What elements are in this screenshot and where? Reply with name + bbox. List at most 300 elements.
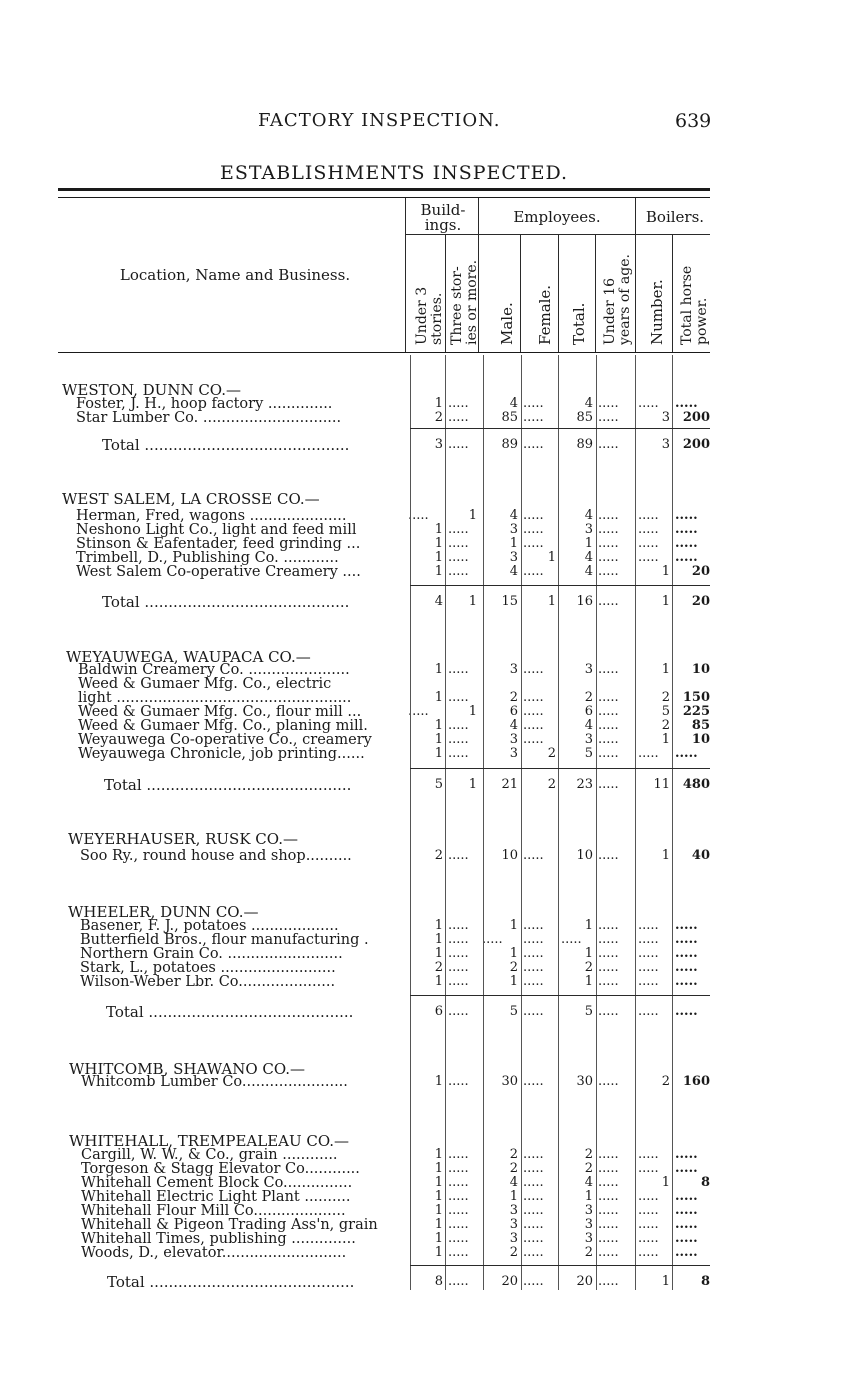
three-or-more-cell: ..... [448,947,469,961]
total-cell: 6 [584,705,593,719]
top-double-rule [58,188,710,191]
female-cell: ..... [523,663,544,677]
total-cell: 3 [584,1232,593,1246]
female-cell: 1 [547,595,556,609]
boilers-number-cell: ..... [638,1148,659,1162]
establishment-name: Whitehall Times, publishing .............. [81,1232,356,1246]
under3-cell: 1 [434,1246,443,1260]
town-heading: WESTON, DUNN CO.— [62,383,241,397]
horse-power-cell: ..... [675,397,698,411]
total-cell: 3 [584,1204,593,1218]
under3-cell: 5 [434,778,443,792]
boilers-number-cell: ..... [638,397,659,411]
horse-power-cell: 150 [682,691,710,705]
under3-cell: 1 [434,1204,443,1218]
column-rule [635,355,636,1290]
under16-cell: ..... [598,1005,619,1019]
header-divider [595,234,596,352]
under16-cell: ..... [598,1246,619,1260]
horse-power-cell: 85 [691,719,710,733]
establishment-name: Weed & Gumaer Mfg. Co., electric [78,677,332,691]
town-heading: WHEELER, DUNN CO.— [68,905,259,919]
three-or-more-cell: ..... [448,747,469,761]
total-cell: 4 [584,397,593,411]
establishment-name: Neshono Light Co., light and feed mill [76,523,357,537]
three-or-more-cell: ..... [448,719,469,733]
total-cell: 89 [576,438,593,452]
under3-cell: 1 [434,947,443,961]
under3-cell: 1 [434,1162,443,1176]
horse-power-cell: ..... [675,975,698,989]
establishment-name: Stark, L., potatoes ......................... [80,961,336,975]
boilers-number-cell: ..... [638,961,659,975]
total-cell: 2 [584,1246,593,1260]
total-header: Total. [570,302,588,345]
under3-cell: 1 [434,919,443,933]
horse-power-cell: 480 [682,778,710,792]
female-cell: 2 [547,778,556,792]
establishment-name: Weyauwega Co-operative Co., creamery [78,733,372,747]
header-divider [558,234,559,352]
under3-cell: 1 [434,1190,443,1204]
three-or-more-cell: ..... [448,849,469,863]
column-rule [521,355,522,1290]
male-cell: 85 [501,411,518,425]
buildings-group-header: Build- ings. [420,201,466,234]
under3-cell: 1 [434,537,443,551]
male-cell: 1 [509,947,518,961]
three-or-more-cell: 1 [468,705,477,719]
boilers-number-cell: 3 [661,411,670,425]
total-cell: 2 [584,1162,593,1176]
boilers-number-cell: ..... [638,975,659,989]
total-cell: 2 [584,961,593,975]
three-or-more-cell: ..... [448,1148,469,1162]
under3-cell: 1 [434,975,443,989]
total-cell: ..... [561,933,582,947]
establishment-name: Whitehall Cement Block Co............... [81,1176,353,1190]
establishment-name: Weed & Gumaer Mfg. Co., flour mill ... [78,705,362,719]
under16-header: Under 16 years of age. [602,254,633,345]
three-or-more-cell: ..... [448,1190,469,1204]
female-cell: ..... [523,411,544,425]
boilers-number-cell: 1 [661,565,670,579]
total-cell: 1 [584,537,593,551]
town-heading: WEYAUWEGA, WAUPACA CO.— [66,650,311,664]
header-bottom-rule [58,352,710,353]
under16-cell: ..... [598,397,619,411]
establishment-name: Whitehall Electric Light Plant .......... [81,1190,351,1204]
under16-cell: ..... [598,438,619,452]
female-cell: ..... [523,733,544,747]
male-cell: 30 [501,1075,518,1089]
under3-cell: 1 [434,663,443,677]
establishment-name: Star Lumber Co. .............................. [76,411,342,425]
horse-power-cell: 20 [691,565,710,579]
boilers-number-cell: ..... [638,523,659,537]
female-cell: ..... [523,719,544,733]
under16-cell: ..... [598,733,619,747]
three-or-more-cell: ..... [448,523,469,537]
male-cell: 89 [501,438,518,452]
boilers-number-cell: 1 [661,849,670,863]
total-cell: 4 [584,509,593,523]
three-or-more-cell: ..... [448,565,469,579]
column-rule [410,355,411,1290]
under16-cell: ..... [598,747,619,761]
total-row-label: Total ........................................... [102,438,350,452]
boilers-number-cell: ..... [638,1232,659,1246]
total-cell: 3 [584,663,593,677]
horse-power-header: Total horse power. [679,265,710,345]
three-or-more-cell: ..... [448,551,469,565]
establishment-name: Soo Ry., round house and shop.......... [80,849,352,863]
female-cell: ..... [523,397,544,411]
under3-cell: 1 [434,719,443,733]
under16-cell: ..... [598,1162,619,1176]
horse-power-cell: ..... [675,537,698,551]
horse-power-cell: ..... [675,509,698,523]
male-cell: 20 [501,1275,518,1289]
under16-cell: ..... [598,1204,619,1218]
under3-cell: 1 [434,1218,443,1232]
town-heading: WHITEHALL, TREMPEALEAU CO.— [69,1134,350,1148]
male-cell: 1 [509,975,518,989]
female-cell: ..... [523,1075,544,1089]
under16-cell: ..... [598,975,619,989]
female-cell: ..... [523,961,544,975]
male-cell: 21 [501,778,518,792]
under16-cell: ..... [598,933,619,947]
boilers-number-cell: ..... [638,919,659,933]
establishment-name: Woods, D., elevator........................... [81,1246,347,1260]
boilers-number-cell: 5 [661,705,670,719]
female-cell: ..... [523,933,544,947]
under16-cell: ..... [598,691,619,705]
under3-cell: 1 [434,551,443,565]
boilers-number-cell: 2 [661,1075,670,1089]
female-cell: ..... [523,509,544,523]
total-rule [410,768,710,769]
three-or-more-cell: 1 [468,778,477,792]
male-cell: 3 [509,1218,518,1232]
total-cell: 5 [584,1005,593,1019]
column-rule [596,355,597,1290]
total-rule [410,995,710,996]
three-or-more-cell: ..... [448,975,469,989]
total-cell: 4 [584,1176,593,1190]
total-cell: 30 [576,1075,593,1089]
under16-cell: ..... [598,849,619,863]
under3-cell: 8 [434,1275,443,1289]
male-cell: 3 [509,523,518,537]
male-cell: 1 [509,537,518,551]
total-cell: 23 [576,778,593,792]
boilers-number-cell: 1 [661,1275,670,1289]
under3-cell: 4 [434,595,443,609]
male-cell: 1 [509,919,518,933]
column-rule [445,355,446,1290]
under3-cell: 1 [434,691,443,705]
number-header: Number. [648,279,666,345]
establishment-name: Whitcomb Lumber Co....................... [81,1075,348,1089]
running-header [0,110,867,134]
establishment-name: Weed & Gumaer Mfg. Co., planing mill. [78,719,368,733]
total-cell: 2 [584,691,593,705]
under16-cell: ..... [598,1232,619,1246]
three-or-more-cell: ..... [448,1176,469,1190]
under3-cell: 2 [434,961,443,975]
total-rule [410,1265,710,1266]
total-rule [410,585,710,586]
under3-cell: 1 [434,747,443,761]
three-or-more-cell: ..... [448,397,469,411]
male-cell: 5 [509,1005,518,1019]
horse-power-cell: 160 [682,1075,710,1089]
horse-power-cell: 10 [691,663,710,677]
female-cell: ..... [523,565,544,579]
total-cell: 4 [584,551,593,565]
horse-power-cell: ..... [675,747,698,761]
establishment-name: Weyauwega Chronicle, job printing...... [78,747,365,761]
male-cell: 10 [501,849,518,863]
female-cell: ..... [523,975,544,989]
female-cell: ..... [523,1176,544,1190]
female-cell: ..... [523,1218,544,1232]
female-cell: ..... [523,1162,544,1176]
female-cell: ..... [523,919,544,933]
establishment-name: Foster, J. H., hoop factory .............. [76,397,333,411]
running-title: FACTORY INSPECTION. [258,110,501,131]
total-cell: 1 [584,947,593,961]
establishment-name: Torgeson & Stagg Elevator Co............ [81,1162,360,1176]
horse-power-cell: ..... [675,1232,698,1246]
boilers-number-cell: 11 [653,778,670,792]
horse-power-cell: ..... [675,1204,698,1218]
three-or-more-cell: ..... [448,691,469,705]
horse-power-cell: 10 [691,733,710,747]
under3-cell: 1 [434,1176,443,1190]
establishment-name: light ................................................... [78,691,352,705]
under3-cell: 1 [434,397,443,411]
three-or-more-cell: ..... [448,438,469,452]
female-cell: ..... [523,1204,544,1218]
under3-cell: 1 [434,1148,443,1162]
three-or-more-cell: ..... [448,733,469,747]
header-divider [635,198,636,352]
boilers-number-cell: ..... [638,933,659,947]
establishment-name: Whitehall Flour Mill Co.................... [81,1204,346,1218]
column-rule [483,355,484,1290]
boilers-number-cell: ..... [638,1190,659,1204]
column-rule [672,355,673,1290]
total-cell: 10 [576,849,593,863]
male-cell: 4 [509,397,518,411]
female-cell: 1 [547,551,556,565]
male-cell: 4 [509,565,518,579]
under16-cell: ..... [598,1148,619,1162]
establishment-name: Herman, Fred, wagons ..................... [76,509,347,523]
three-or-more-cell: ..... [448,1075,469,1089]
under16-cell: ..... [598,551,619,565]
total-cell: 85 [576,411,593,425]
under3-cell: 3 [434,438,443,452]
horse-power-cell: 200 [682,411,710,425]
female-cell: ..... [523,1190,544,1204]
total-cell: 1 [584,975,593,989]
under16-cell: ..... [598,1075,619,1089]
female-cell: ..... [523,1275,544,1289]
boilers-number-cell: ..... [638,947,659,961]
total-cell: 4 [584,719,593,733]
establishment-name: West Salem Co-operative Creamery .... [76,565,361,579]
header-divider [672,234,673,352]
horse-power-cell: 20 [691,595,710,609]
horse-power-cell: ..... [675,523,698,537]
boilers-number-cell: ..... [638,1162,659,1176]
total-cell: 16 [576,595,593,609]
establishment-name: Stinson & Eafentader, feed grinding ... [76,537,361,551]
female-header: Female. [536,284,554,345]
under16-cell: ..... [598,919,619,933]
male-cell: 3 [509,551,518,565]
horse-power-cell: ..... [675,1148,698,1162]
three-or-more-cell: ..... [448,1005,469,1019]
under16-cell: ..... [598,663,619,677]
female-cell: ..... [523,705,544,719]
under16-cell: ..... [598,947,619,961]
under3-cell: 1 [434,1232,443,1246]
horse-power-cell: ..... [675,1162,698,1176]
boilers-number-cell: 3 [661,438,670,452]
boilers-number-cell: ..... [638,1204,659,1218]
employees-group-header: Employees. [513,208,601,226]
male-cell: 2 [509,1162,518,1176]
female-cell: ..... [523,1246,544,1260]
female-cell: ..... [523,438,544,452]
total-cell: 3 [584,1218,593,1232]
male-cell: 3 [509,1232,518,1246]
male-cell: 2 [509,1148,518,1162]
header-divider [445,234,446,352]
female-cell: ..... [523,691,544,705]
female-cell: ..... [523,1232,544,1246]
total-cell: 3 [584,733,593,747]
header-divider [478,198,479,352]
town-heading: WEYERHAUSER, RUSK CO.— [68,832,298,846]
horse-power-cell: ..... [675,1005,698,1019]
male-cell: 3 [509,747,518,761]
male-cell: 1 [509,1190,518,1204]
male-cell: 4 [509,1176,518,1190]
three-or-more-cell: ..... [448,919,469,933]
under3-cell: 1 [434,733,443,747]
under16-cell: ..... [598,537,619,551]
female-cell: ..... [523,849,544,863]
under3-cell: 6 [434,1005,443,1019]
total-cell: 1 [584,1190,593,1204]
horse-power-cell: ..... [675,961,698,975]
boilers-number-cell: 1 [661,595,670,609]
total-cell: 20 [576,1275,593,1289]
three-or-more-header: Three stor- ies or more. [449,259,480,345]
under16-cell: ..... [598,1176,619,1190]
establishment-name: Basener, F. J., potatoes ................... [80,919,339,933]
page-number: 639 [675,110,712,132]
female-cell: ..... [523,537,544,551]
male-cell: 2 [509,691,518,705]
column-rule [558,355,559,1290]
boilers-number-cell: 1 [661,1176,670,1190]
location-column-header: Location, Name and Business. [119,266,351,284]
total-cell: 4 [584,565,593,579]
horse-power-cell: 8 [700,1275,710,1289]
total-row-label: Total ........................................... [104,778,352,792]
three-or-more-cell: ..... [448,1275,469,1289]
under16-cell: ..... [598,1275,619,1289]
horse-power-cell: ..... [675,1190,698,1204]
female-cell: ..... [523,1148,544,1162]
male-cell: 3 [509,663,518,677]
male-cell: 4 [509,719,518,733]
establishment-name: Baldwin Creamery Co. ...................... [78,663,350,677]
top-thin-rule [58,197,710,198]
under3-cell: 2 [434,849,443,863]
under16-cell: ..... [598,705,619,719]
under3-cell: 2 [434,411,443,425]
under16-cell: ..... [598,961,619,975]
female-cell: ..... [523,1005,544,1019]
horse-power-cell: ..... [675,1218,698,1232]
total-cell: 1 [584,919,593,933]
three-or-more-cell: ..... [448,537,469,551]
male-cell: 15 [501,595,518,609]
horse-power-cell: ..... [675,919,698,933]
boilers-number-cell: ..... [638,509,659,523]
three-or-more-cell: ..... [448,1232,469,1246]
town-heading: WEST SALEM, LA CROSSE CO.— [62,492,320,506]
total-row-label: Total ........................................... [102,595,350,609]
boilers-number-cell: 2 [661,691,670,705]
male-cell: 2 [509,961,518,975]
male-cell: 4 [509,509,518,523]
horse-power-cell: 225 [682,705,710,719]
male-cell: 3 [509,733,518,747]
total-cell: 2 [584,1148,593,1162]
three-or-more-cell: ..... [448,1162,469,1176]
establishment-name: Butterfield Bros., flour manufacturing . [80,933,369,947]
town-heading: WHITCOMB, SHAWANO CO.— [69,1062,306,1076]
three-or-more-cell: ..... [448,1246,469,1260]
total-row-label: Total ........................................... [106,1005,354,1019]
three-or-more-cell: ..... [448,961,469,975]
male-cell: 6 [509,705,518,719]
male-cell: 2 [509,1246,518,1260]
under16-cell: ..... [598,778,619,792]
establishment-name: Wilson-Weber Lbr. Co..................... [80,975,336,989]
total-cell: 5 [584,747,593,761]
female-cell: ..... [523,523,544,537]
boilers-number-cell: ..... [638,1246,659,1260]
header-divider [520,234,521,352]
horse-power-cell: 8 [700,1176,710,1190]
under16-cell: ..... [598,1218,619,1232]
female-cell: ..... [523,947,544,961]
boilers-number-cell: 1 [661,663,670,677]
total-row-label: Total ........................................... [107,1275,355,1289]
boilers-number-cell: ..... [638,747,659,761]
horse-power-cell: ..... [675,551,698,565]
